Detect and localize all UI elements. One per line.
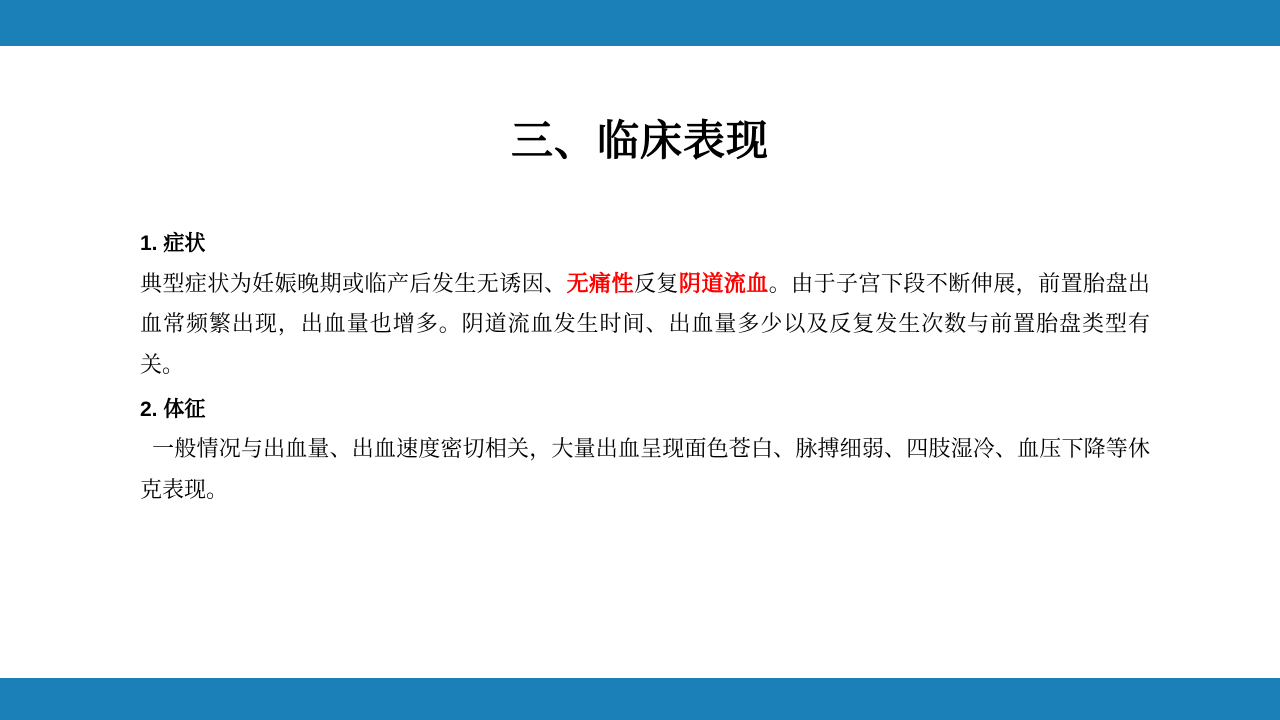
section-paragraph-signs [140,429,1150,510]
bottom-decorative-bar [0,678,1280,720]
slide-body [140,228,1150,512]
page-title: 三、临床表现 [510,117,769,164]
section-heading-symptoms: 1. 症状 [140,232,206,255]
section-paragraph-symptoms [140,264,1150,386]
symptoms-text-part-3: 。由于子宫下段不断伸展，前置胎盘出血常频繁出现，出血量也增多。阴道流血发生时间、出血量多少以及反复发生次数与前置胎盘类型有关。 [140,270,1150,377]
section-heading-signs: 2. 体征 [140,397,206,421]
top-decorative-bar [0,0,1280,46]
symptoms-text-part-2: 反复 [633,270,679,296]
symptoms-text-part-1: 典型症状为妊娠晚期或临产后发生无诱因、 [140,270,567,296]
signs-text: 一般情况与出血量、出血速度密切相关，大量出血呈现面色苍白、脉搏细弱、四肢湿冷、血压下降等休克表现。 [140,436,1150,502]
symptoms-highlight-vaginal-bleeding: 阴道流血 [678,270,769,296]
symptoms-highlight-painless: 无痛性 [566,270,634,296]
